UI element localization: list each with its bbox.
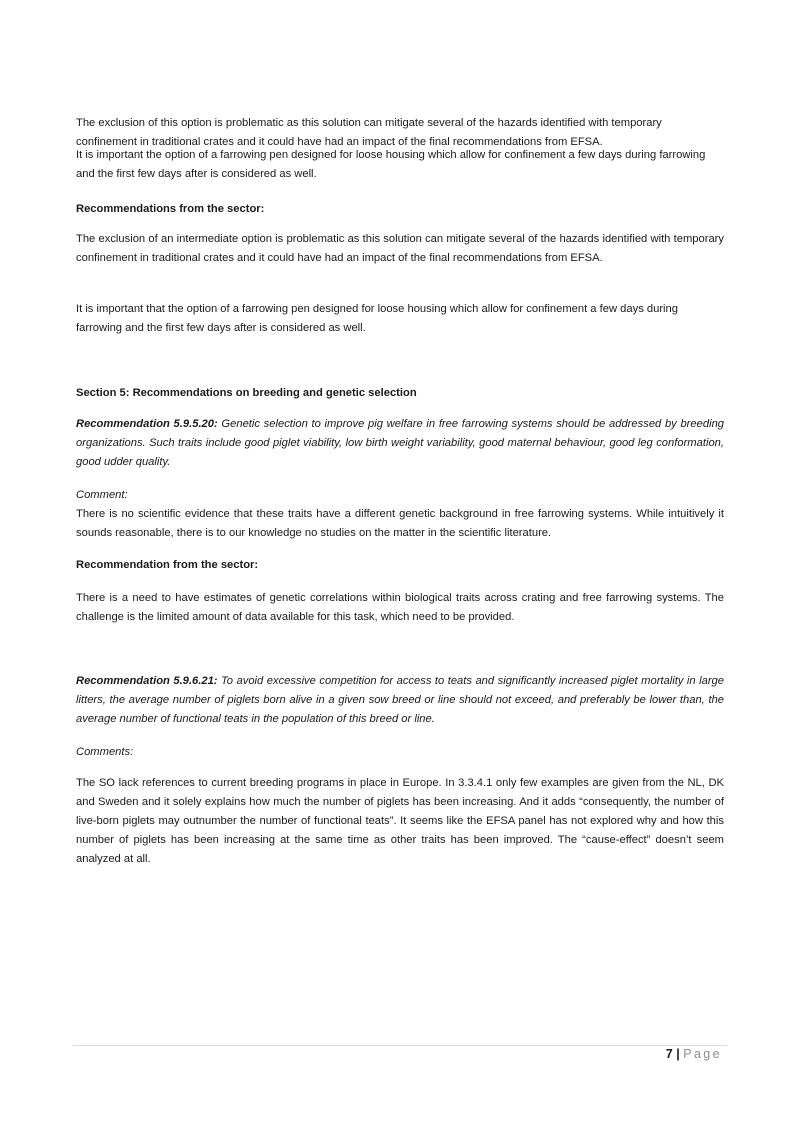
page-footer — [666, 1047, 722, 1061]
comments-text: The SO lack references to current breeding programs in place in Europe. In 3.3.4.1 only few examples are given from the NL, DK and Sweden and it solely explains how much the number of piglets has been increasing. And it adds “consequently, the number of live-born piglets may outnumber the number of functional teats”. It seems like the EFSA panel has not explored why and how this number of piglets has been increasing at the same time as other traits has been improved. The “cause-effect” doesn’t seem analyzed at all. — [76, 777, 724, 865]
intro-paragraph-2: It is important the option of a farrowing pen designed for loose housing which allow for confinement a few days during farrowing and the first few days after is considered as well. — [76, 149, 706, 180]
comment-text: There is no scientific evidence that these traits have a different genetic background in free farrowing systems. While intuitively it sounds reasonable, there is to our knowledge no studies on the matter in the scientific literature. — [76, 508, 724, 539]
intro-paragraph-1: The exclusion of this option is problematic as this solution can mitigate several of the hazards identified with temporary confinement in traditional crates and it could have had an impact of the final recommendations from EFSA. — [76, 117, 662, 148]
recommendation-5-9-5-20-text: Genetic selection to improve pig welfare in free farrowing systems should be addressed by breeding organizations. Such traits include good piglet viability, low birth weight variability, good maternal behaviour, good leg conformation, good udder quality. — [76, 418, 725, 468]
sector-recommendations-paragraph-1: The exclusion of an intermediate option is problematic as this solution can mitigate several of the hazards identified with temporary confinement in traditional crates and it could have had an impact of the final recommendations from EFSA. — [76, 233, 724, 264]
recommendation-5-9-6-21-label: Recommendation 5.9.6.21: — [76, 675, 218, 687]
footer-divider — [73, 1045, 727, 1046]
page-number: 7 — [665, 1047, 673, 1061]
recommendation-5-9-6-21 — [76, 672, 724, 729]
comment-label: Comment: — [76, 489, 128, 501]
sector-recommendation-text: There is a need to have estimates of genetic correlations within biological traits across crating and free farrowing systems. The challenge is the limited amount of data available for this task, which need to be provided. — [76, 592, 724, 623]
page-word: Page — [683, 1047, 722, 1061]
recommendation-5-9-5-20 — [76, 415, 724, 472]
sector-recommendations-heading: Recommendations from the sector: — [76, 203, 265, 215]
comments-label: Comments: — [76, 746, 134, 758]
section-5-heading: Section 5: Recommendations on breeding and genetic selection — [76, 387, 417, 399]
recommendation-5-9-5-20-label: Recommendation 5.9.5.20: — [76, 418, 218, 430]
sector-recommendations-paragraph-2: It is important that the option of a farrowing pen designed for loose housing which allow for confinement a few days during farrowing and the first few days after is considered as well. — [76, 303, 678, 334]
footer-separator: | — [676, 1047, 680, 1061]
recommendation-5-9-6-21-text: To avoid excessive competition for access to teats and significantly increased piglet mortality in large litters, the average number of piglets born alive in a given sow breed or line should not exceed, and preferably be lower than, the average number of functional teats in the population of this breed or line. — [76, 675, 724, 725]
sector-recommendation-heading: Recommendation from the sector: — [76, 559, 259, 571]
